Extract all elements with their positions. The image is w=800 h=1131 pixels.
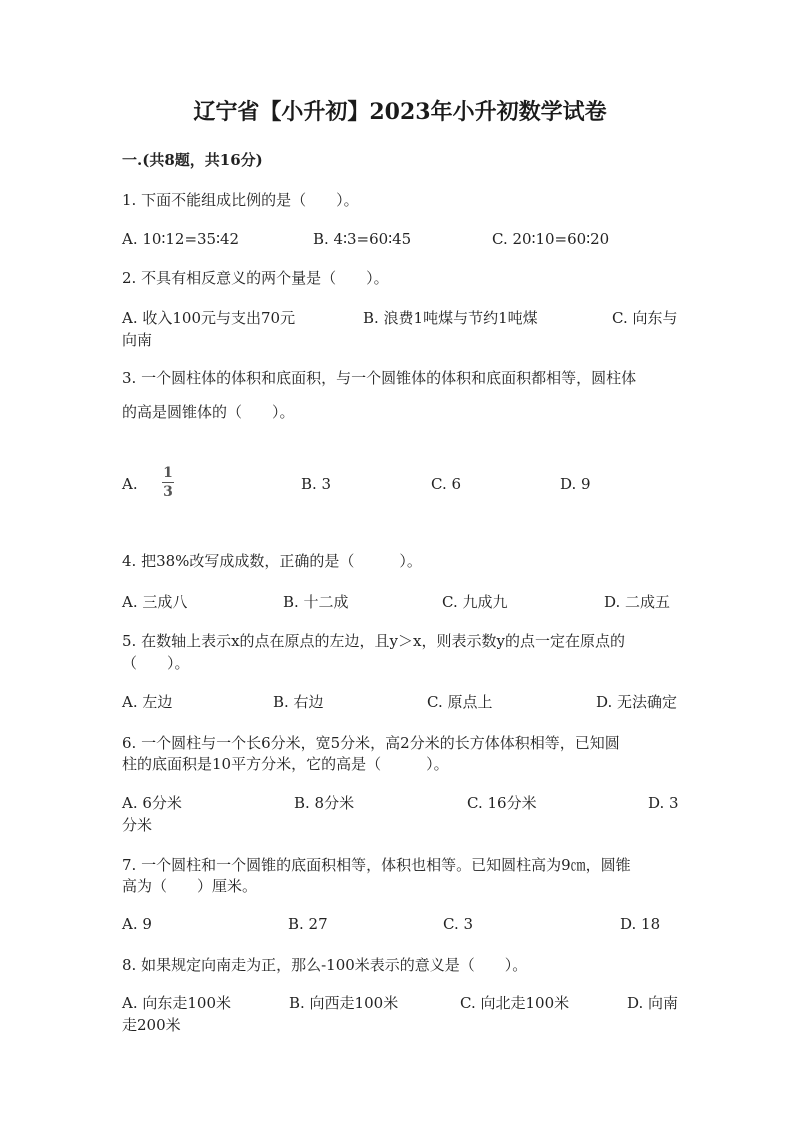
question-4-option-b: B. 十二成 (283, 593, 349, 611)
question-7-option-d: D. 18 (620, 915, 661, 933)
fraction-bar (162, 482, 174, 483)
question-7-option-c: C. 3 (443, 915, 474, 933)
fraction-one-third (159, 466, 177, 500)
question-6-option-d-wrap: 分米 (122, 816, 153, 834)
question-8-option-d-wrap: 走200米 (122, 1016, 181, 1034)
question-3-option-c: C. 6 (431, 475, 462, 493)
question-6-option-c: C. 16分米 (467, 794, 537, 812)
question-1-option-b: B. 4∶3=60∶45 (313, 230, 412, 248)
question-2-option-b: B. 浪费1吨煤与节约1吨煤 (363, 309, 538, 327)
question-8-option-c: C. 向北走100米 (460, 994, 570, 1012)
question-7-option-a: A. 9 (122, 915, 152, 933)
fraction-numerator: 1 (163, 465, 173, 481)
question-5-option-d: D. 无法确定 (596, 693, 678, 711)
question-5-option-b: B. 右边 (273, 693, 324, 711)
question-1-option-a: A. 10∶12=35∶42 (122, 230, 240, 248)
question-8-option-a: A. 向东走100米 (122, 994, 231, 1012)
question-2-stem: 2. 不具有相反意义的两个量是（ ）。 (122, 269, 389, 287)
question-6-stem-line-1: 6. 一个圆柱与一个长6分米，宽5分米，高2分米的长方体体积相等，已知圆 (122, 734, 620, 752)
question-7-stem-line-2: 高为（ ）厘米。 (122, 877, 258, 895)
question-1-option-c: C. 20∶10=60∶20 (492, 230, 610, 248)
question-4-option-a: A. 三成八 (122, 593, 188, 611)
question-6-option-b: B. 8分米 (294, 794, 355, 812)
question-4-stem: 4. 把38%改写成成数，正确的是（ ）。 (122, 552, 422, 570)
question-3-option-a: A. (122, 475, 138, 493)
question-4-option-d: D. 二成五 (604, 593, 671, 611)
question-7-stem-line-1: 7. 一个圆柱和一个圆锥的底面积相等，体积也相等。已知圆柱高为9㎝，圆锥 (122, 856, 631, 874)
question-5-stem-line-2: （ ）。 (122, 654, 190, 672)
question-8-option-d: D. 向南 (627, 994, 679, 1012)
question-2-option-c-wrap: 向南 (122, 331, 153, 349)
question-3-stem-line-2: 的高是圆锥体的（ ）。 (122, 403, 295, 421)
question-6-stem-line-2: 柱的底面积是10平方分米，它的高是（ ）。 (122, 755, 449, 773)
question-3-option-b: B. 3 (301, 475, 332, 493)
question-6-option-d: D. 3 (648, 794, 679, 812)
fraction-denominator: 3 (163, 484, 173, 500)
question-5-option-c: C. 原点上 (427, 693, 493, 711)
question-2-option-c: C. 向东与 (612, 309, 678, 327)
question-3-stem-line-1: 3. 一个圆柱体的体积和底面积，与一个圆锥体的体积和底面积都相等，圆柱体 (122, 369, 637, 387)
question-8-stem: 8. 如果规定向南走为正，那么-100米表示的意义是（ ）。 (122, 956, 528, 974)
question-1-stem: 1. 下面不能组成比例的是（ ）。 (122, 191, 359, 209)
question-6-option-a: A. 6分米 (122, 794, 182, 812)
question-8-option-b: B. 向西走100米 (289, 994, 399, 1012)
question-3-option-d: D. 9 (560, 475, 591, 493)
question-5-option-a: A. 左边 (122, 693, 173, 711)
question-4-option-c: C. 九成九 (442, 593, 508, 611)
question-7-option-b: B. 27 (288, 915, 328, 933)
question-5-stem-line-1: 5. 在数轴上表示x的点在原点的左边，且y＞x，则表示数y的点一定在原点的 (122, 632, 625, 650)
section-heading: 一.(共8题，共16分) (122, 151, 263, 169)
page-title: 辽宁省【小升初】2023年小升初数学试卷 (193, 99, 607, 125)
question-2-option-a: A. 收入100元与支出70元 (122, 309, 296, 327)
